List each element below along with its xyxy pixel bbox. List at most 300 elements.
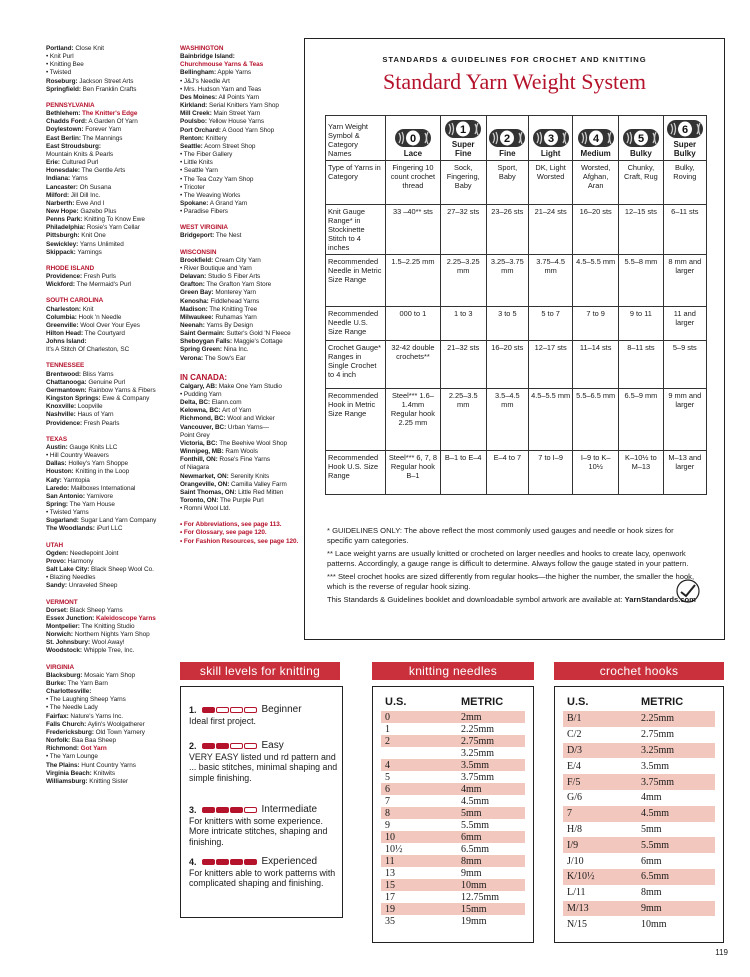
store-entry: • Twisted Yarns [46, 509, 89, 517]
table-cell: 2.25–3.5 mm [440, 389, 486, 451]
skill-bar [202, 707, 215, 713]
store-entry [46, 338, 174, 346]
store-entry [46, 647, 174, 655]
store-name: Urban Yarns— [227, 423, 269, 431]
store-name: The Knitting Studio [81, 623, 135, 630]
store-entry [180, 143, 305, 151]
table-cell: 9 to 11 [619, 307, 663, 341]
store-name: Baa Baa Sheep [71, 737, 116, 745]
table-row [326, 205, 707, 255]
table-cell: 1 to 3 [440, 307, 486, 341]
store-entry [180, 127, 305, 135]
store-entry [46, 477, 174, 485]
store-entry [46, 159, 174, 167]
table-cell: Steel*** 6, 7, 8 Regular hook B–1 [386, 451, 441, 495]
store-name: Knitting Sister [89, 777, 128, 785]
store-name: Mosaic Yarn Shop [84, 671, 135, 679]
store-name: The Gentle Arts [81, 167, 126, 175]
cross-reference: • For Glossary, see page 120. [180, 529, 267, 537]
hooks-metric-size: 4.5mm [641, 808, 670, 820]
weight-category-header [529, 116, 573, 161]
needles-us-size: 15 [385, 879, 395, 891]
needles-row [381, 807, 525, 819]
table-cell: 12–15 sts [619, 205, 663, 255]
store-entry [46, 631, 174, 639]
skill-name: Experienced [261, 856, 318, 867]
store-entry [180, 330, 305, 338]
store-city: Knoxville: [46, 403, 77, 411]
store-entry: • Paradise Fibers [180, 208, 228, 216]
store-entry [180, 200, 305, 208]
store-name: Ram Wools [225, 448, 258, 456]
needles-us-size: 2 [385, 735, 390, 747]
store-city: Salt Lake City: [46, 566, 90, 574]
needles-row [381, 747, 525, 759]
hooks-metric-size: 6mm [641, 855, 662, 867]
store-city: Spokane: [180, 199, 209, 207]
hooks-metric-size: 10mm [641, 918, 667, 930]
store-name: Forever Yarn [85, 126, 122, 134]
hooks-metric-size: 8mm [641, 887, 662, 899]
skill-levels-box [180, 686, 343, 918]
store-entry [180, 110, 305, 118]
yarn-weight-1-icon [445, 120, 481, 138]
needles-row [381, 891, 525, 903]
store-entry [46, 688, 174, 696]
skill-level-4 [189, 857, 339, 889]
store-name: Haus of Yarn [77, 411, 114, 419]
needles-row [381, 735, 525, 747]
store-entry [46, 745, 174, 753]
needles-metric-size: 2mm [461, 711, 482, 723]
store-entry [46, 762, 174, 770]
table-cell: 12–17 sts [529, 341, 573, 389]
store-name: Knitting To Know Ewe [84, 216, 145, 224]
needles-us-size: 13 [385, 867, 395, 879]
store-entry [46, 192, 174, 200]
store-entry: • The Yarn Lounge [46, 753, 98, 761]
table-cell: 21–24 sts [529, 205, 573, 255]
skill-bar [244, 743, 257, 749]
state-heading: SOUTH CAROLINA [46, 297, 104, 305]
store-city: Fonthill, ON: [180, 456, 218, 464]
hooks-header [563, 693, 715, 711]
table-row [326, 341, 707, 389]
needles-us-size: 19 [385, 903, 395, 915]
table-cell: 21–32 sts [440, 341, 486, 389]
store-city: Laredo: [46, 484, 70, 492]
weight-category-header [486, 116, 528, 161]
store-entry [46, 249, 174, 257]
store-city: Blacksburg: [46, 671, 83, 679]
store-entry: • River Boutique and Yarn [180, 264, 252, 272]
store-entry [46, 241, 174, 249]
table-row [326, 255, 707, 307]
store-city: Port Orchard: [180, 126, 221, 134]
store-name: Hunt Country Yarns [81, 761, 136, 769]
skill-level-heading [189, 741, 339, 752]
store-entry: • Romni Wool Ltd. [180, 505, 231, 513]
hooks-metric-size: 6.5mm [641, 871, 670, 883]
store-name: Black Sheep Wool Co. [91, 566, 154, 574]
store-entry [46, 770, 174, 778]
weight-category-header [386, 116, 441, 161]
weight-category-header [663, 116, 706, 161]
store-entry: • The Fiber Gallery [180, 151, 233, 159]
skill-bar [216, 707, 229, 713]
needles-header [381, 693, 525, 711]
store-name: Knittery [205, 134, 227, 142]
store-entry [46, 167, 174, 175]
store-entry [46, 672, 174, 680]
hooks-metric-size: 3.75mm [641, 776, 675, 788]
store-city: The Plains: [46, 761, 80, 769]
store-name: Wool and Wicker [227, 415, 275, 423]
skill-bar [230, 807, 243, 813]
table-cell: 3.25–3.75 mm [486, 255, 528, 307]
store-city: Kirkland: [180, 102, 208, 110]
hooks-us-size: E/4 [567, 760, 581, 772]
store-name: The Grafton Yarn Store [206, 281, 272, 289]
store-name: Make One Yarn Studio [218, 382, 282, 390]
hooks-row [563, 790, 715, 806]
yarn-weight-table [325, 115, 707, 495]
skill-level-heading [189, 805, 339, 816]
hooks-us-size: B/1 [567, 713, 582, 725]
store-entry [46, 208, 174, 216]
store-entry [46, 566, 174, 574]
store-city: Charlottesville: [46, 688, 92, 696]
store-entry [46, 330, 174, 338]
store-city: Saint Germain: [180, 330, 225, 338]
store-name: Genuine Purl [88, 378, 126, 386]
svg-text:4: 4 [592, 133, 599, 145]
store-entry [180, 481, 305, 489]
store-entry [46, 175, 174, 183]
store-entry [46, 184, 174, 192]
store-name: Nature's Yarns Inc. [70, 712, 124, 720]
standards-kicker: STANDARDS & GUIDELINES FOR CROCHET AND KNITTING [382, 55, 647, 64]
table-cell: Sock, Fingering, Baby [440, 161, 486, 205]
hooks-row [563, 853, 715, 869]
store-entry [46, 143, 174, 151]
store-entry [180, 338, 305, 346]
yarn-weight-4-icon [578, 129, 614, 147]
store-city: Brookfield: [180, 256, 214, 264]
store-name: Fresh Pearls [83, 419, 120, 427]
page-number: 119 [715, 948, 728, 957]
store-entry [180, 322, 305, 330]
store-city: Chattanooga: [46, 378, 87, 386]
store-city: Renton: [180, 134, 204, 142]
table-cell: 23–26 sts [486, 205, 528, 255]
store-city: Poulsbo: [180, 118, 207, 126]
store-entry [180, 489, 305, 497]
store-name: Nina Inc. [223, 346, 249, 354]
weight-category-name: Light [540, 149, 561, 158]
skill-level-3 [189, 805, 339, 847]
table-cell: 7 to I–9 [529, 451, 573, 495]
store-city: Brentwood: [46, 370, 81, 378]
store-city: Milwaukee: [180, 313, 214, 321]
store-city: Johns Island: [46, 338, 87, 346]
skill-number: 1. [189, 705, 197, 715]
table-row [326, 161, 707, 205]
cross-reference: • For Fashion Resources, see page 120. [180, 537, 299, 545]
store-entry [180, 289, 305, 297]
needles-us-size: 8 [385, 807, 390, 819]
store-name: Jill Dill Inc. [70, 191, 101, 199]
store-city: Nashville: [46, 411, 76, 419]
row-label: Recommended Hook U.S. Size Range [326, 451, 386, 495]
store-city: Wickford: [46, 281, 75, 289]
table-cell: DK, Light Worsted [529, 161, 573, 205]
store-entry: • Knit Purl [46, 53, 74, 61]
store-name: Bliss Yarns [82, 370, 114, 378]
store-entry [46, 778, 174, 786]
store-entry: • Little Knits [180, 159, 213, 167]
table-cell: 3 to 5 [486, 307, 528, 341]
store-name: Knitting in the Loop [75, 468, 130, 476]
store-entry [180, 399, 305, 407]
store-entry [46, 78, 174, 86]
store-name: Cream City Yarn [214, 256, 261, 264]
store-entry [46, 550, 174, 558]
store-entry [46, 485, 174, 493]
store-name: Sugar Land Yarn Company [80, 517, 157, 525]
standards-notes [327, 526, 699, 608]
weight-category-header [440, 116, 486, 161]
skill-bar [244, 859, 257, 865]
store-name: Mailboxes International [70, 484, 136, 492]
needles-metric-size: 12.75mm [461, 891, 500, 903]
store-city: Sheboygan Falls: [180, 338, 233, 346]
needles-us-size: 10½ [385, 843, 403, 855]
store-entry: of Niagara [180, 464, 209, 472]
store-name: Ben Franklin Crafts [82, 85, 137, 93]
weight-category-name: Super Fine [451, 140, 475, 158]
needles-us-header: U.S. [385, 696, 407, 708]
store-name: Elann.com [211, 399, 242, 407]
table-cell: Sport, Baby [486, 161, 528, 205]
store-entry [180, 497, 305, 505]
hooks-us-size: H/8 [567, 823, 582, 835]
hooks-metric-header: METRIC [641, 696, 684, 708]
store-name: Holley's Yarn Shoppe [68, 460, 129, 468]
table-cell: 7 to 9 [573, 307, 619, 341]
store-city: Spring Green: [180, 346, 222, 354]
store-name: Ewe And I [76, 199, 105, 207]
store-name: Wool Over Your Eyes [80, 321, 140, 329]
store-entry [46, 395, 174, 403]
yarn-weight-2-icon [489, 129, 525, 147]
store-city: Portland: [46, 45, 74, 52]
store-city: Fairfax: [46, 712, 69, 720]
store-entry [180, 232, 305, 240]
yarn-weight-6-icon [667, 120, 703, 138]
table-cell: Fingering 10 count crochet thread [386, 161, 441, 205]
store-entry: • Twisted [46, 69, 72, 77]
store-name: Got Yarn [80, 745, 107, 753]
skill-level-2 [189, 741, 339, 783]
store-name: Yarns By Design [206, 322, 253, 329]
store-name: The Nest [215, 232, 242, 240]
store-entry [46, 623, 174, 631]
state-heading: VIRGINIA [46, 663, 75, 671]
store-entry [46, 737, 174, 745]
store-city: The Woodlands: [46, 525, 95, 533]
cross-reference: • For Abbreviations, see page 113. [180, 521, 282, 529]
store-entry: • Hill Country Weavers [46, 452, 109, 460]
store-city: Williamsburg: [46, 777, 88, 785]
needles-us-size: 1 [385, 723, 390, 735]
needles-metric-size: 15mm [461, 903, 487, 915]
store-city: Dallas: [46, 460, 67, 468]
store-name: Fresh Purls [83, 273, 116, 281]
store-entry [46, 582, 174, 590]
store-entry [46, 135, 174, 143]
skill-description: For knitters with some experience. More intricate stitches, shaping and finishing. [189, 815, 328, 847]
needles-metric-size: 3.5mm [461, 759, 490, 771]
hooks-row [563, 916, 715, 932]
store-name: Knit One [81, 232, 106, 240]
store-city: Richmond, BC: [180, 415, 226, 423]
store-entry [46, 501, 174, 509]
store-entry: Mountain Knits & Pearls [46, 150, 114, 158]
store-entry [46, 110, 174, 118]
store-city: Orangeville, ON: [180, 480, 230, 488]
hooks-metric-size: 2.75mm [641, 729, 675, 741]
table-cell: 4.5–5.5 mm [573, 255, 619, 307]
store-city: Saint Thomas, ON: [180, 488, 237, 496]
store-name: Whipple Tree, Inc. [83, 647, 135, 655]
skill-bars-icon [202, 707, 257, 713]
store-city: Greenville: [46, 321, 79, 329]
store-name: A Garden Of Yarn [88, 118, 138, 126]
store-entry [46, 680, 174, 688]
skill-name: Intermediate [261, 804, 318, 815]
skill-bars-icon [202, 807, 257, 813]
store-entry [180, 407, 305, 415]
row-label: Yarn Weight Symbol & Category Names [326, 116, 386, 161]
store-name: A Good Yarn Shop [222, 126, 275, 134]
retailer-list-column-2 [180, 45, 305, 546]
table-cell: E–4 to 7 [486, 451, 528, 495]
store-city: Bainbridge Island: [180, 53, 235, 61]
store-name: Ruhamas Yarn [215, 313, 257, 321]
needles-metric-size: 3.25mm [461, 747, 495, 759]
store-entry [180, 281, 305, 289]
needles-us-size: 35 [385, 915, 395, 927]
store-entry [180, 53, 305, 61]
store-name: Main Street Yarn [213, 110, 261, 118]
skill-bar [216, 807, 229, 813]
weight-category-name: Fine [499, 149, 516, 158]
skill-description: VERY EASY listed und rd pattern and ... basic stitches, minimal shaping and simple finishing. [189, 751, 338, 783]
store-name: Rainbow Yarns & Fibers [88, 386, 156, 394]
weight-category-header [619, 116, 663, 161]
needles-row [381, 759, 525, 771]
tab-crochet-hooks: crochet hooks [554, 662, 724, 680]
hooks-metric-size: 2.25mm [641, 713, 675, 725]
skill-name: Beginner [261, 704, 302, 715]
row-label: Crochet Gauge* Ranges in Single Crochet to 4 inch [326, 341, 386, 389]
skill-level-heading [189, 857, 339, 868]
hooks-table [563, 693, 715, 932]
hooks-row [563, 774, 715, 790]
table-cell: 8–11 sts [619, 341, 663, 389]
hooks-us-size: M/13 [567, 902, 589, 914]
note-booklet: This Standards & Guidelines booklet and downloadable symbol artwork are available at: YarnStandards.com [327, 595, 696, 604]
store-entry [46, 200, 174, 208]
store-city: Provo: [46, 557, 66, 565]
yarn-weight-5-icon [623, 129, 659, 147]
store-city: Mill Creek: [180, 110, 212, 118]
svg-text:5: 5 [637, 133, 644, 145]
store-entry [180, 102, 305, 110]
store-city: Narberth: [46, 199, 75, 207]
hooks-row [563, 869, 715, 885]
weight-category-name: Medium [580, 149, 611, 158]
store-name: Maggie's Cottage [233, 338, 283, 346]
table-cell: 000 to 1 [386, 307, 441, 341]
state-heading: WISCONSIN [180, 248, 217, 256]
hooks-us-size: K/10½ [567, 871, 595, 883]
store-city: Newmarket, ON: [180, 472, 229, 480]
store-city: Ogden: [46, 549, 69, 557]
table-cell: 5.5–8 mm [619, 255, 663, 307]
skill-name: Easy [261, 740, 284, 751]
table-cell: Chunky, Craft, Rug [619, 161, 663, 205]
store-entry [46, 322, 174, 330]
hooks-us-size: G/6 [567, 792, 582, 804]
store-city: Dorset: [46, 606, 69, 614]
store-city: Roseburg: [46, 77, 78, 85]
store-entry: • The Laughing Sheep Yarns [46, 696, 126, 704]
skill-number: 3. [189, 805, 197, 815]
store-city: Seattle: [180, 142, 203, 150]
store-entry [46, 525, 174, 533]
hooks-us-size: J/10 [567, 855, 584, 867]
store-entry [46, 314, 174, 322]
needles-us-size: 7 [385, 795, 390, 807]
crochet-hooks-box [554, 686, 724, 943]
needles-us-size: 0 [385, 711, 390, 723]
table-cell: 9 mm and larger [663, 389, 706, 451]
store-city: Calgary, AB: [180, 382, 218, 390]
store-city: Charleston: [46, 305, 81, 313]
store-entry: Point Grey [180, 431, 210, 439]
store-entry [46, 558, 174, 566]
store-entry [46, 420, 174, 428]
store-name: Hook 'n Needle [78, 313, 122, 321]
yarnstandards-link[interactable]: YarnStandards.com [624, 595, 696, 604]
hooks-us-size: D/3 [567, 744, 582, 756]
store-entry [46, 118, 174, 126]
store-city: Erie: [46, 159, 60, 167]
row-label: Recommended Needle in Metric Size Range [326, 255, 386, 307]
needles-us-size: 11 [385, 855, 395, 867]
skill-description: For knitters able to work patterns with complicated shaping and finishing. [189, 867, 336, 888]
needles-metric-size: 3.75mm [461, 771, 495, 783]
store-entry [180, 69, 305, 77]
store-name: Northern Nights Yarn Shop [74, 631, 150, 639]
store-entry: • J&J's Needle Art [180, 77, 230, 85]
store-entry: It's A Stitch Of Charleston, SC [46, 346, 130, 354]
store-entry [180, 94, 305, 102]
store-entry [180, 135, 305, 143]
store-name: The Knitter's Edge [82, 110, 138, 118]
